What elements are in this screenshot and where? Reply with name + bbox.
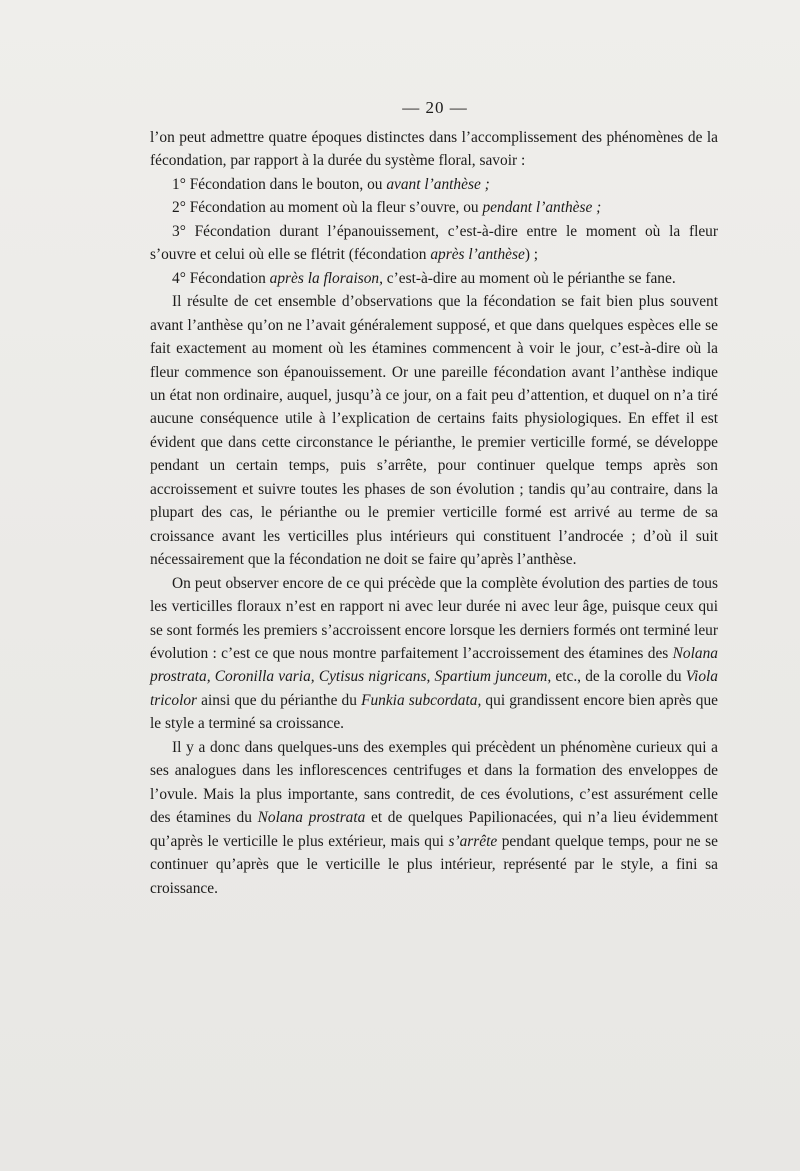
text-segment: On peut observer encore de ce qui précède que la complète évolution des parties de tous les verticilles floraux n’est en rapport ni avec leur durée ni avec leur âge, puisque ceux qui se sont formés les premiers s’accroissent encore lorsque les derniers formés ont terminé leur évolution : c’est ce que nous montre parfaitement l’accroissement des étamines des <box>150 574 718 662</box>
italic-text: après l’anthèse <box>430 246 525 264</box>
italic-text: Viola tricolor <box>150 668 718 709</box>
text-segment: pendant quelque temps, pour ne se continuer qu’après que le verticille le plus intérieur, représenté par le style, a fini sa croissance. <box>150 832 718 897</box>
page-number: — 20 — <box>402 98 468 117</box>
list-item <box>150 196 718 219</box>
paragraph <box>150 572 718 736</box>
text-segment: l’on peut admettre quatre époques distinctes dans l’accomplissement des phénomènes de la fécondation, par rapport à la durée du système floral, savoir : <box>150 129 718 170</box>
paragraph <box>150 126 718 173</box>
paragraph <box>150 736 718 900</box>
text-segment: 2° Fécondation au moment où la fleur s’ouvre, ou <box>172 199 483 217</box>
text-segment: 1° Fécondation dans le bouton, ou <box>172 175 387 193</box>
italic-text: avant l’anthèse ; <box>386 175 490 193</box>
text-segment: 4° Fécondation <box>172 269 270 287</box>
text-segment: Il résulte de cet ensemble d’observations que la fécondation se fait bien plus souvent avant l’anthèse qu’on ne l’avait généralement supposé, et que dans quelques espèces elle se fait exactement au moment où les étamines commencent à voir le jour, c’est-à-dire où la fleur commence son épanouissement. Or une pareille fécondation avant l’anthèse indique un état non ordinaire, auquel, jusqu’à ce jour, on a fait peu d’attention, et duquel on n’a tiré aucune conséquence utile à l’explication de certains faits physiologiques. En effet il est évident que dans cette circonstance le périanthe, le premier verticille formé, se développe pendant un certain temps, puis s’arrête, pour continuer quelque temps après son accroissement et suivre toutes les phases de son évolution ; tandis qu’au contraire, dans la plupart des cas, le périanthe ou le premier verticille formé est arrivé au terme de sa croissance avant les verticilles plus intérieurs qui constituent l’androcée ; d’où il suit nécessairement que la fécondation ne doit se faire qu’après l’anthèse. <box>150 293 718 569</box>
text-segment: ainsi que du périanthe du <box>197 691 362 709</box>
italic-text: après la floraison, <box>269 269 383 287</box>
text-segment: etc., de la corolle du <box>551 668 686 686</box>
list-item <box>150 220 718 267</box>
text-segment: c’est-à-dire au moment où le périanthe se fane. <box>382 269 676 287</box>
text-segment: Il y a donc dans quelques-uns des exemples qui précèdent un phénomène curieux qui a ses analogues dans les inflorescences centrifuges et dans la formation des enveloppes de l’ovule. Mais la plus importante, sans contredit, de ces évolutions, c’est assurément celle des étamines du <box>150 738 718 827</box>
body-text <box>150 126 718 900</box>
list-item <box>150 173 718 196</box>
italic-text: Nolana prostrata <box>257 809 366 827</box>
italic-text: Funkia subcordata, <box>361 691 482 709</box>
italic-text: pendant l’anthèse ; <box>482 199 602 217</box>
text-segment: ) ; <box>524 246 539 264</box>
text-segment: et de quelques Papilionacées, qui n’a lieu évidemment qu’après le verticille le plus extérieur, mais qui <box>150 809 719 850</box>
paragraph <box>150 290 718 571</box>
italic-text: s’arrête <box>448 832 498 850</box>
text-segment: qui grandissent encore bien après que le style a terminé sa croissance. <box>150 691 718 733</box>
list-item <box>150 267 718 290</box>
text-segment: 3° Fécondation durant l’épanouissement, c’est-à-dire entre le moment où la fleur s’ouvre et celui où elle se flétrit (fécondation <box>150 222 718 264</box>
italic-text: Nolana prostrata, Coronilla varia, Cytisus nigricans, Spartium junceum, <box>150 644 718 686</box>
